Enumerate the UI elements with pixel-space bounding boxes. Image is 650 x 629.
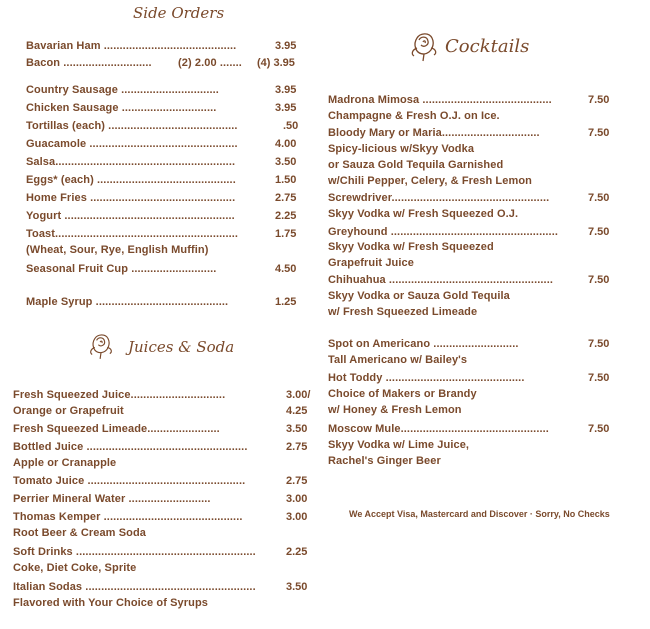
cocktail-item: Chihuahua .................................................... — [328, 274, 554, 286]
side-orders-item-detail: (Wheat, Sour, Rye, English Muffin) — [26, 244, 209, 256]
cocktail-detail: w/ Honey & Fresh Lemon — [328, 404, 462, 416]
side-orders-item: Toast.......................................................... — [26, 228, 239, 240]
juices-item: Tomato Juice .................................................. — [13, 475, 246, 487]
cocktail-item: Moscow Mule............................................... — [328, 423, 549, 435]
juices-price: 3.00 — [286, 511, 308, 523]
juices-item: Bottled Juice ................................................... — [13, 441, 248, 453]
juices-item-detail: Coke, Diet Coke, Sprite — [13, 562, 137, 574]
cocktail-price: 7.50 — [588, 338, 610, 350]
side-orders-price: 3.50 — [275, 156, 297, 168]
juices-item: Fresh Squeezed Juice.............................. — [13, 389, 226, 401]
cocktail-detail: Skyy Vodka w/ Fresh Squeezed O.J. — [328, 208, 519, 220]
juices-item-detail: Apple or Cranapple — [13, 457, 117, 469]
cocktail-item: Spot on Americano ........................... — [328, 338, 519, 350]
side-orders-item: Maple Syrup .......................................... — [26, 296, 229, 308]
cocktail-detail: Rachel's Ginger Beer — [328, 455, 441, 467]
juices-item-detail: Root Beer & Cream Soda — [13, 527, 147, 539]
juices-price: 2.75 — [286, 475, 308, 487]
cocktail-detail: Tall Americano w/ Bailey's — [328, 354, 468, 366]
cocktail-item: Hot Toddy ............................................ — [328, 372, 525, 384]
juices-price: 2.25 — [286, 546, 308, 558]
side-orders-item-mid: (2) 2.00 ....... — [178, 57, 242, 69]
rose-icon — [407, 24, 441, 62]
juices-item: Italian Sodas ...................................................... — [13, 581, 256, 593]
cocktails-heading: Cocktails — [445, 36, 530, 57]
cocktail-price: 7.50 — [588, 192, 610, 204]
side-orders-heading: Side Orders — [133, 4, 225, 22]
cocktail-price: 7.50 — [588, 127, 610, 139]
juices-item: Soft Drinks ......................................................... — [13, 546, 256, 558]
juices-item: Thomas Kemper ............................................ — [13, 511, 243, 523]
cocktail-detail: Champagne & Fresh O.J. on Ice. — [328, 110, 500, 122]
side-orders-item: Bacon ............................ — [26, 57, 152, 69]
side-orders-item: Eggs* (each) ............................................ — [26, 174, 236, 186]
side-orders-price: 4.00 — [275, 138, 297, 150]
side-orders-price: (4) 3.95 — [257, 57, 295, 69]
side-orders-item: Home Fries .............................................. — [26, 192, 236, 204]
cocktail-detail: or Sauza Gold Tequila Garnished — [328, 159, 504, 171]
juices-price: 2.75 — [286, 441, 308, 453]
payment-note: We Accept Visa, Mastercard and Discover · Sorry, No Checks — [349, 509, 610, 519]
cocktail-detail: w/Chili Pepper, Celery, & Fresh Lemon — [328, 175, 532, 187]
juices-price: 3.00 — [286, 493, 308, 505]
cocktail-item: Bloody Mary or Maria............................... — [328, 127, 540, 139]
side-orders-item: Bavarian Ham .......................................... — [26, 40, 237, 52]
cocktail-price: 7.50 — [588, 372, 610, 384]
cocktail-detail: Skyy Vodka w/ Fresh Squeezed — [328, 241, 494, 253]
cocktail-detail: w/ Fresh Squeezed Limeade — [328, 306, 478, 318]
juices-item: Fresh Squeezed Limeade....................... — [13, 423, 220, 435]
side-orders-price: 3.95 — [275, 84, 297, 96]
cocktail-price: 7.50 — [588, 226, 610, 238]
juices-item-detail: Flavored with Your Choice of Syrups — [13, 597, 209, 609]
side-orders-price: 2.25 — [275, 210, 297, 222]
side-orders-price: 1.75 — [275, 228, 297, 240]
cocktail-item: Greyhound ..................................................... — [328, 226, 559, 238]
cocktail-price: 7.50 — [588, 274, 610, 286]
juices-item-detail: Orange or Grapefruit — [13, 405, 124, 417]
side-orders-price: 1.25 — [275, 296, 297, 308]
side-orders-price: 2.75 — [275, 192, 297, 204]
juices-item: Perrier Mineral Water .......................... — [13, 493, 211, 505]
juices-heading: Juices & Soda — [128, 338, 235, 356]
cocktail-price: 7.50 — [588, 423, 610, 435]
side-orders-item: Country Sausage ............................... — [26, 84, 219, 96]
juices-price: 4.25 — [286, 405, 308, 417]
side-orders-item: Yogurt ...................................................... — [26, 210, 235, 222]
juices-price: 3.50 — [286, 581, 308, 593]
juices-price: 3.00/ — [286, 389, 311, 401]
side-orders-price: 3.95 — [275, 40, 297, 52]
cocktail-detail: Skyy Vodka or Sauza Gold Tequila — [328, 290, 510, 302]
cocktail-detail: Choice of Makers or Brandy — [328, 388, 477, 400]
cocktail-detail: Grapefruit Juice — [328, 257, 414, 269]
side-orders-price: 4.50 — [275, 263, 297, 275]
side-orders-item: Seasonal Fruit Cup ........................... — [26, 263, 217, 275]
cocktail-detail: Spicy-licious w/Skyy Vodka — [328, 143, 475, 155]
side-orders-price: 1.50 — [275, 174, 297, 186]
rose-icon — [86, 325, 116, 361]
side-orders-price: 3.95 — [275, 102, 297, 114]
cocktail-price: 7.50 — [588, 94, 610, 106]
side-orders-item: Chicken Sausage .............................. — [26, 102, 217, 114]
side-orders-item: Salsa......................................................... — [26, 156, 236, 168]
cocktail-detail: Skyy Vodka w/ Lime Juice, — [328, 439, 470, 451]
side-orders-price: .50 — [283, 120, 299, 132]
juices-price: 3.50 — [286, 423, 308, 435]
cocktail-item: Screwdriver.................................................. — [328, 192, 550, 204]
side-orders-item: Tortillas (each) ......................................... — [26, 120, 238, 132]
cocktail-item: Madrona Mimosa ......................................... — [328, 94, 552, 106]
side-orders-item: Guacamole ............................................... — [26, 138, 238, 150]
